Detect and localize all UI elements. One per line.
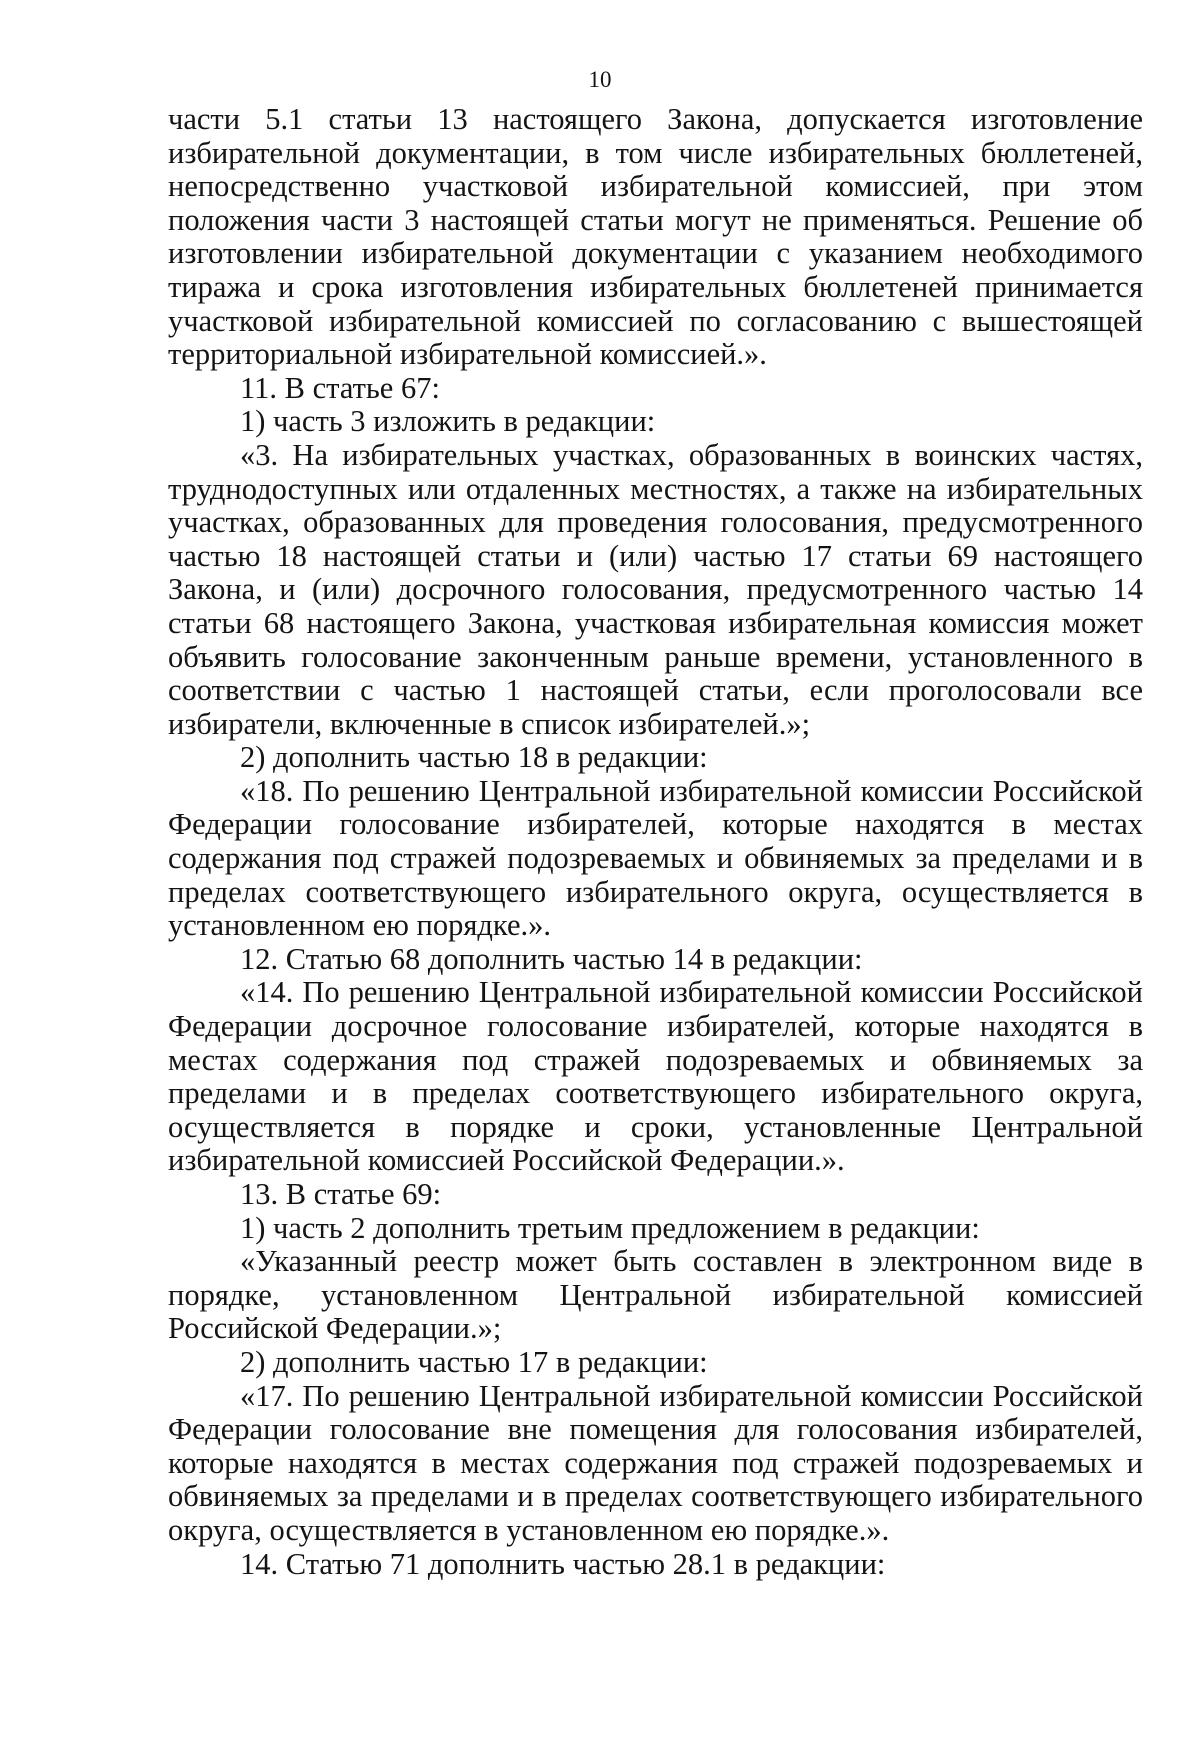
paragraph-quote: «14. По решению Центральной избирательной комиссии Российской Федерации досрочное голосование избирателей, которые находятся в местах содержания под стражей подозреваемых и обвиняемых за пределами и в пределах соответствующего избирательного округа, осуществляется в порядке и сроки, установленные Центральной избирательной комиссией Российской Федерации.». (168, 975, 1143, 1178)
paragraph-quote: «17. По решению Центральной избирательной комиссии Российской Федерации голосование вне помещения для голосования избирателей, которые находятся в местах содержания под стражей подозреваемых и обвиняемых за пределами и в пределах соответствующего избирательного округа, осуществляется в установленном ею порядке.». (168, 1378, 1143, 1547)
paragraph-subitem: 1) часть 3 изложить в редакции: (240, 404, 656, 439)
document-body (168, 103, 1143, 1581)
paragraph-item-11: 11. В статье 67: (240, 370, 440, 405)
paragraph-quote: «Указанный реестр может быть составлен в электронном виде в порядке, установленном Центральной избирательной комиссией Российской Федерации.»; (168, 1244, 1143, 1346)
paragraph-quote: «18. По решению Центральной избирательной комиссии Российской Федерации голосование избирателей, которые находятся в местах содержания под стражей подозреваемых и обвиняемых за пределами и в пределах соответствующего избирательного округа, осуществляется в установленном ею порядке.». (168, 773, 1143, 943)
page-number: 10 (588, 67, 612, 92)
paragraph-subitem: 2) дополнить частью 17 в редакции: (240, 1344, 708, 1379)
paragraph-continuation: части 5.1 статьи 13 настоящего Закона, допускается изготовление избирательной документации, в том числе избирательных бюллетеней, непосредственно участковой избирательной комиссией, при этом положения части 3 настоящей статьи могут не применяться. Решение об изготовлении избирательной документации с указанием необходимого тиража и срока изготовления избирательных бюллетеней принимается участковой избирательной комиссией по согласованию с вышестоящей территориальной избирательной комиссией.». (168, 102, 1143, 372)
paragraph-item-14: 14. Статью 71 дополнить частью 28.1 в редакции: (240, 1546, 886, 1581)
paragraph-subitem: 1) часть 2 дополнить третьим предложением в редакции: (240, 1210, 980, 1245)
paragraph-item-12: 12. Статью 68 дополнить частью 14 в редакции: (240, 941, 863, 976)
paragraph-quote: «3. На избирательных участках, образованных в воинских частях, труднодоступных или отдаленных местностях, а также на избирательных участках, образованных для проведения голосования, предусмотренного частью 18 настоящей статьи и (или) частью 17 статьи 69 настоящего Закона, и (или) досрочного голосования, предусмотренного частью 14 статьи 68 настоящего Закона, участковая избирательная комиссия может объявить голосование законченным раньше времени, установленного в соответствии с частью 1 настоящей статьи, если проголосовали все избиратели, включенные в список избирателей.»; (168, 437, 1143, 741)
paragraph-item-13: 13. В статье 69: (240, 1177, 442, 1211)
paragraph-subitem: 2) дополнить частью 18 в редакции: (240, 740, 708, 775)
